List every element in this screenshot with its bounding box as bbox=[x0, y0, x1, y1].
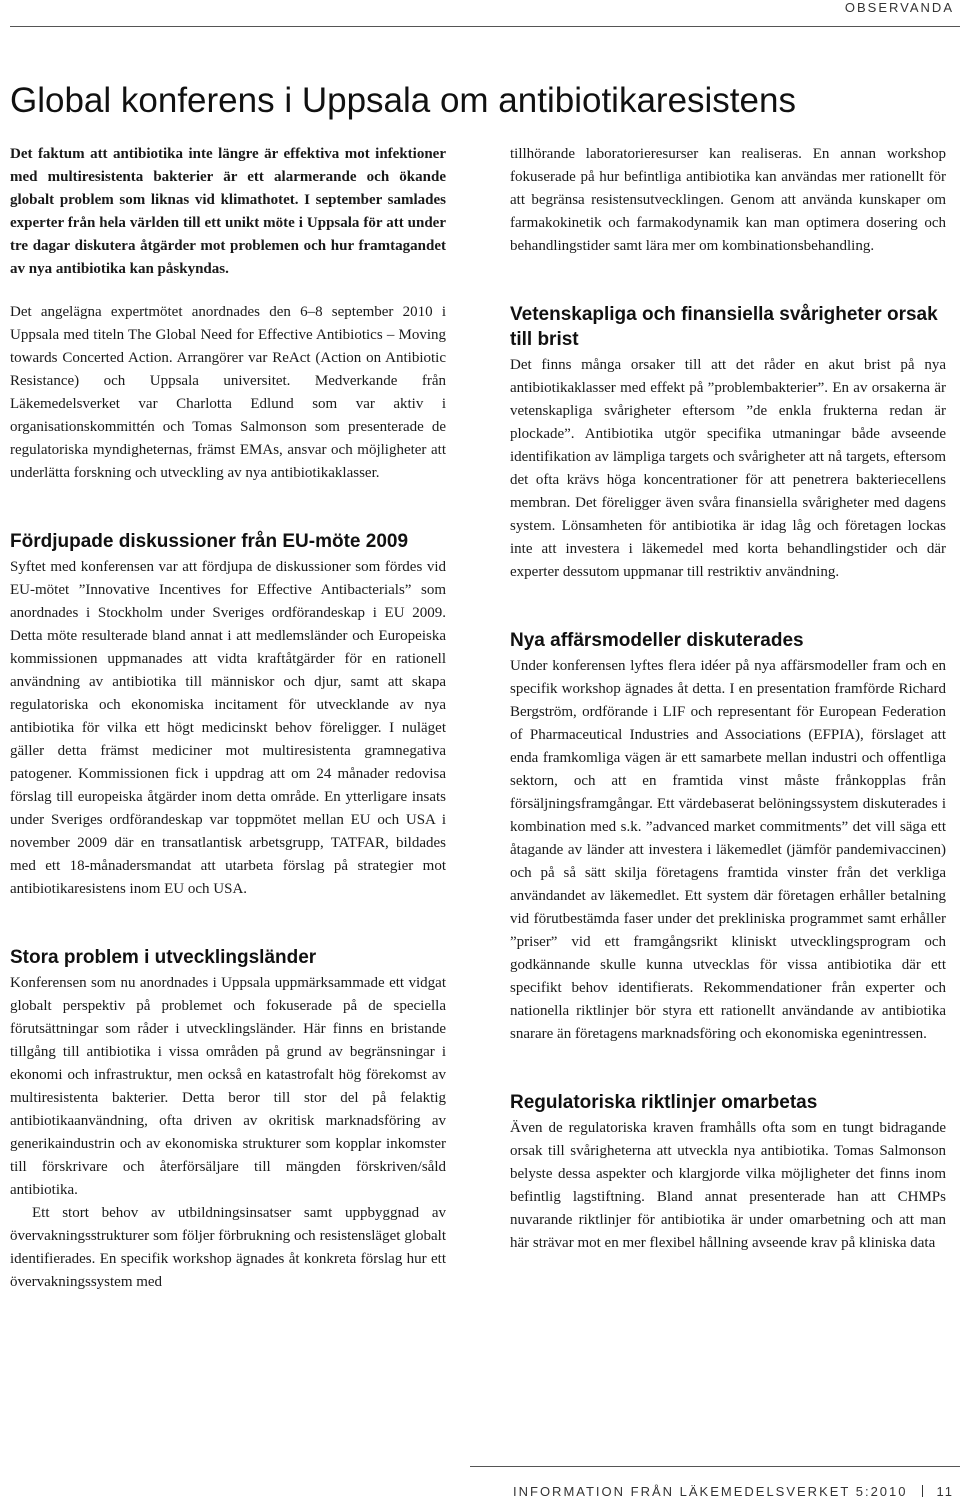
section-body-scientific-difficulties: Det finns många orsaker till att det råder en akut brist på nya antibiotikaklasser med effekt på ”problembakterier”. En av orsakerna är vetenskapliga svårigheter eftersom ”de enkla frukterna redan är plockade”. Antibiotika utgör specifika utmaningar både avseende identifikation av lämpliga targets och svårigheter att nå targets, eftersom det ofta krävs höga koncentrationer för att penetrera bakteriecellens membran. Det föreligger även svåra finansiella svårigheter med dagens system. Lönsamheten för antibiotika är idag låg och företagen lockas inte att investera i läkemedel med korta behandlingstider och där experter dessutom uppmanar till restriktiv användning. bbox=[510, 357, 946, 580]
section-label: OBSERVANDA bbox=[844, 0, 954, 15]
section-body-developing-countries-2: Ett stort behov av utbildningsinsatser samt uppbyggnad av övervakningsstrukturer som följer förbrukning och resistensläget globalt identifierades. En specifik workshop ägnades åt konkreta förslag hur ett övervakningssystem med bbox=[10, 1205, 446, 1290]
section-body-developing-countries: Konferensen som nu anordnades i Uppsala uppmärksammade ett vidgat globalt perspektiv på problemet och fokuserade på de speciella förutsättningar som råder i utvecklingsländer. Här finns en bristande tillgång till antibiotika i vissa områden på grund av begränsningar i ekonomi och infrastruktur, men också en katastrofalt hög förekomst av multiresistenta bakterier. Detta beror till stor del på felaktig antibiotikaanvändning, ofta driven av okritisk marknadsföring av generikaindustrin och av ekonomiska strukturer som kopplar inkomster till förskrivare och återförsäljare till mängden förskriven/såld antibiotika. bbox=[10, 975, 446, 1198]
intro-paragraph: Det angelägna expertmötet anordnades den 6–8 september 2010 i Uppsala med titeln The Global Need for Effective Antibiotics – Moving towards Concerted Action. Arrangörer var ReAct (Action on Antibiotic Resistance) och Uppsala universitet. Medverkande från Läkemedelsverket var Charlotta Edlund som var aktiv i organisationskommittén och Tomas Salmonson som presenterade de regulatoriska myndigheternas, främst EMAs, ansvar och möjligheter att underlätta forskning och utveckling av nya antibiotikaklasser. bbox=[10, 304, 446, 481]
page-footer bbox=[513, 1484, 954, 1499]
section-body-eu-meeting: Syftet med konferensen var att fördjupa de diskussioner som fördes vid EU-mötet ”Innovative Incentives for Effective Antibacterials” som anordnades i Stockholm under Sveriges ordförandeskap i EU 2009. Detta möte resulterade bland annat i att medlemsländer och Europeiska kommissionen uppmanades att vidta kraftåtgärder för en rationell användning av antibiotika till människor och djur, samt att skapa regulatoriska och ekonomiska incitament för utvecklande av nya antibiotika för vilka ett högt medicinskt behov föreligger. I nuläget gäller detta främst mediciner mot multiresistenta gramnegativa patogener. Kommissionen fick i uppdrag att om 24 månader redovisa förslag till europeiska åtgärder inom detta område. En ytterligare insats under Sveriges ordförandeskap var toppmötet mellan EU och USA i november 2009 där en transatlantisk arbetsgrupp, TATFAR, bildades med ett 18-månadersmandat att utarbeta förslag på strategier mot antibiotikaresistens inom EU och USA. bbox=[10, 559, 446, 897]
section-heading-eu-meeting: Fördjupade diskussioner från EU-möte 2009 bbox=[10, 531, 409, 552]
section-body-business-models: Under konferensen lyftes flera idéer på nya affärsmodeller fram och en specifik workshop ägnades åt detta. I en presentation framförde Richard Bergström, ordförande i LIF och representant för European Federation of Pharmaceutical Industries and Associations (EFPIA), förslaget att enda framkomliga vägen är ett samarbete mellan industri och offentliga sektorn, och att en framtida vinst måste frånkopplas från försäljningsframgångar. Ett värdebaserat belöningssystem diskuterades i kombination med s.k. ”advanced market commitments” det vill säga ett åtagande av länder att investera i läkemedlet (jämför pandemivaccinen) och på så sätt skilja företagens framtida vinster från det verkliga användandet av läkemedlet. Ett system där företagen erhåller betalning vid förutbestämda faser under det prekliniska programmet samt erhåller ”priser” vid ett framgångsrikt kliniskt utvecklingsprogram och godkännande skulle kunna utvecklas för vissa antibiotika där ett specifikt behov identifierats. Rekommendationer från experter och nationella riktlinjer bör styra ett rationellt användande av antibiotika snarare än företagens marknadsföring och ekonomiska egenintressen. bbox=[510, 658, 946, 1042]
publication-name: INFORMATION FRÅN LÄKEMEDELSVERKET 5:2010 bbox=[513, 1484, 908, 1499]
section-heading-scientific-difficulties: Vetenskapliga och finansiella svårigheter orsak till brist bbox=[510, 304, 938, 350]
section-body-regulatory-guidelines: Även de regulatoriska kraven framhålls ofta som en tungt bidragande orsak till svårigheterna att utveckla nya antibiotika. Tomas Salmonson belyste dessa aspekter och klargjorde vilka möjligheter det finns inom befintlig lagstiftning. Bland annat presenterade han att CHMPs nuvarande riktlinjer för antibiotika är under omarbetning och att man här strävar mot en mer flexibel hållning avseende krav på kliniska data bbox=[510, 1120, 946, 1251]
section-heading-regulatory-guidelines: Regulatoriska riktlinjer omarbetas bbox=[510, 1092, 818, 1113]
section-heading-developing-countries: Stora problem i utvecklingsländer bbox=[10, 947, 317, 968]
left-column bbox=[10, 143, 446, 1294]
top-rule bbox=[10, 26, 960, 27]
continued-paragraph: tillhörande laboratorieresurser kan realiseras. En annan workshop fokuserade på hur befintliga antibiotika kan användas mer rationellt för att begränsa resistensutvecklingen. Genom att använda kunskaper om farmakokinetik och farmakodynamik kan man optimera dosering och behandlingstider samt lära mer om kombinationsbehandling. bbox=[510, 146, 946, 254]
section-heading-business-models: Nya affärsmodeller diskuterades bbox=[510, 630, 804, 651]
footer-separator bbox=[922, 1485, 923, 1497]
page-number: 11 bbox=[936, 1484, 954, 1499]
bottom-rule bbox=[470, 1466, 960, 1467]
lead-paragraph: Det faktum att antibiotika inte längre är effektiva mot infektioner med multiresistenta bakterier är ett alarmerande och ökande globalt problem som liknas vid klimathotet. I september samlades experter från hela världen till ett unikt möte i Uppsala för att under tre dagar diskutera åtgärder mot problemen och hur framtagandet av nya antibiotika kan påskyndas. bbox=[10, 146, 446, 277]
article-title: Global konferens i Uppsala om antibiotikaresistens bbox=[10, 81, 796, 120]
right-column bbox=[510, 143, 946, 1255]
